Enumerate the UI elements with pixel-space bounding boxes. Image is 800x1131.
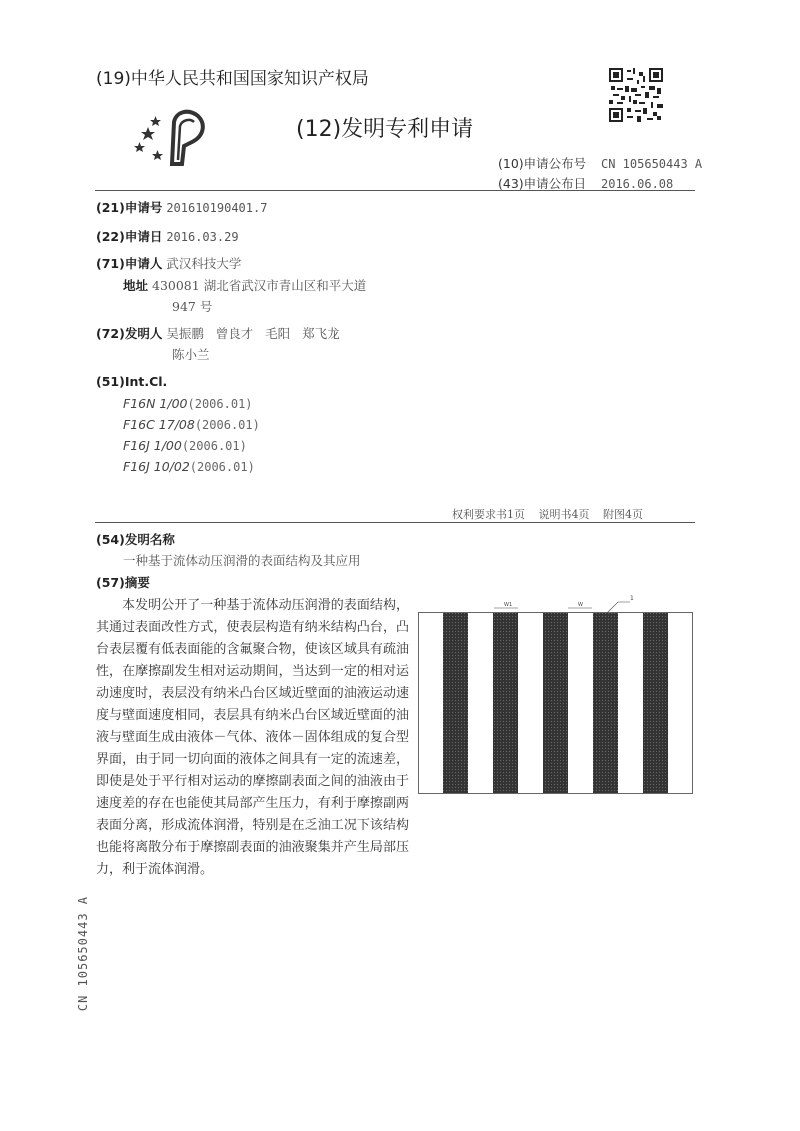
intcl-row bbox=[96, 374, 167, 389]
section-divider bbox=[95, 522, 695, 523]
abstract-text: 本发明公开了一种基于流体动压润滑的表面结构，其通过表面改性方式，使表层构造有纳米结构凸台，凸台表层覆有低表面能的含氟聚合物，使该区域具有疏油性，在摩擦副发生相对运动期间，当达到一定的相对运动速度时，表层没有纳米凸台区域近壁面的油液运动速度与壁面速度相同，表层具有纳米凸台区域近壁面的油液与壁面生成由液体－气体、液体－固体组成的复合型界面，由于同一切向面的液体之间具有一定的流速差，即使是处于平行相对运动的摩擦副表面之间的油液由于速度差的存在也能使其局部产生压力，有利于摩擦副两表面分离，形成流体润滑，特别是在乏油工况下该结构也能将离散分布于摩擦副表面的油液聚集并产生局部压力，利于流体润滑。 bbox=[96, 598, 409, 877]
publication-number: CN 105650443 A bbox=[601, 157, 703, 171]
side-publication-number: CN 105650443 A bbox=[76, 896, 90, 1012]
ipc-code: F16C 17/08 bbox=[123, 417, 195, 432]
dimension-w-label: W bbox=[578, 602, 583, 608]
applicant-row bbox=[96, 254, 241, 272]
abstract-label: (57)摘要 bbox=[96, 575, 150, 590]
address-row bbox=[123, 276, 366, 294]
page-count-info: 权利要求书1页 说明书4页 附图4页 bbox=[452, 508, 643, 521]
ipc-item bbox=[123, 459, 255, 474]
ipc-version: (2006.01) bbox=[194, 418, 260, 432]
qr-code bbox=[609, 68, 663, 122]
nano-structure-stripe bbox=[643, 613, 668, 793]
ipc-code: F16J 10/02 bbox=[123, 459, 190, 474]
nano-structure-stripe bbox=[493, 613, 518, 793]
nano-structure-stripe bbox=[443, 613, 468, 793]
application-number: 201610190401.7 bbox=[166, 201, 268, 215]
intcl-label: (51)Int.Cl. bbox=[96, 374, 168, 389]
title-label: (54)发明名称 bbox=[96, 532, 175, 547]
application-date-row bbox=[96, 227, 239, 245]
ipc-code: F16N 1/00 bbox=[123, 396, 188, 411]
applicant-name: 武汉科技大学 bbox=[166, 256, 242, 271]
inventors-row bbox=[96, 324, 340, 342]
application-number-row bbox=[96, 198, 267, 216]
nano-structure-stripe bbox=[593, 613, 618, 793]
address-label: 地址 bbox=[123, 278, 149, 293]
surface-structure-figure bbox=[418, 595, 693, 794]
ipc-item bbox=[123, 396, 253, 411]
address-line-2: 947 号 bbox=[172, 299, 213, 314]
inventors-line-2-row bbox=[172, 345, 210, 363]
publication-number-row bbox=[498, 154, 702, 172]
sipo-logo bbox=[128, 102, 218, 172]
inventors-line-2: 陈小兰 bbox=[172, 347, 210, 362]
office-name: (19)中华人民共和国国家知识产权局 bbox=[96, 69, 369, 89]
nano-structure-stripe bbox=[543, 613, 568, 793]
document-type: (12)发明专利申请 bbox=[296, 117, 474, 142]
publication-date: 2016.06.08 bbox=[601, 177, 674, 191]
ipc-code: F16J 1/00 bbox=[123, 438, 182, 453]
ipc-item bbox=[123, 438, 247, 453]
ipc-version: (2006.01) bbox=[187, 397, 253, 411]
dimension-w1-label: W1 bbox=[504, 602, 513, 608]
ipc-version: (2006.01) bbox=[189, 460, 255, 474]
inventors-label: (72)发明人 bbox=[96, 326, 163, 341]
applicant-label: (71)申请人 bbox=[96, 256, 163, 271]
application-number-label: (21)申请号 bbox=[96, 200, 163, 215]
application-date-label: (22)申请日 bbox=[96, 229, 163, 244]
address-line-2-row bbox=[172, 297, 212, 315]
invention-title: 一种基于流体动压润滑的表面结构及其应用 bbox=[123, 553, 361, 568]
ipc-item bbox=[123, 417, 260, 432]
publication-number-label: (10)申请公布号 bbox=[498, 156, 587, 171]
header-divider bbox=[95, 190, 695, 191]
ipc-version: (2006.01) bbox=[181, 439, 247, 453]
application-date: 2016.03.29 bbox=[166, 230, 239, 244]
reference-numeral: 1 bbox=[630, 595, 634, 602]
publication-date-label: (43)申请公布日 bbox=[498, 176, 587, 191]
address-line-1: 430081 湖北省武汉市青山区和平大道 bbox=[152, 278, 367, 293]
inventors-line-1: 吴振鹏 曾良才 毛阳 郑飞龙 bbox=[166, 326, 340, 341]
